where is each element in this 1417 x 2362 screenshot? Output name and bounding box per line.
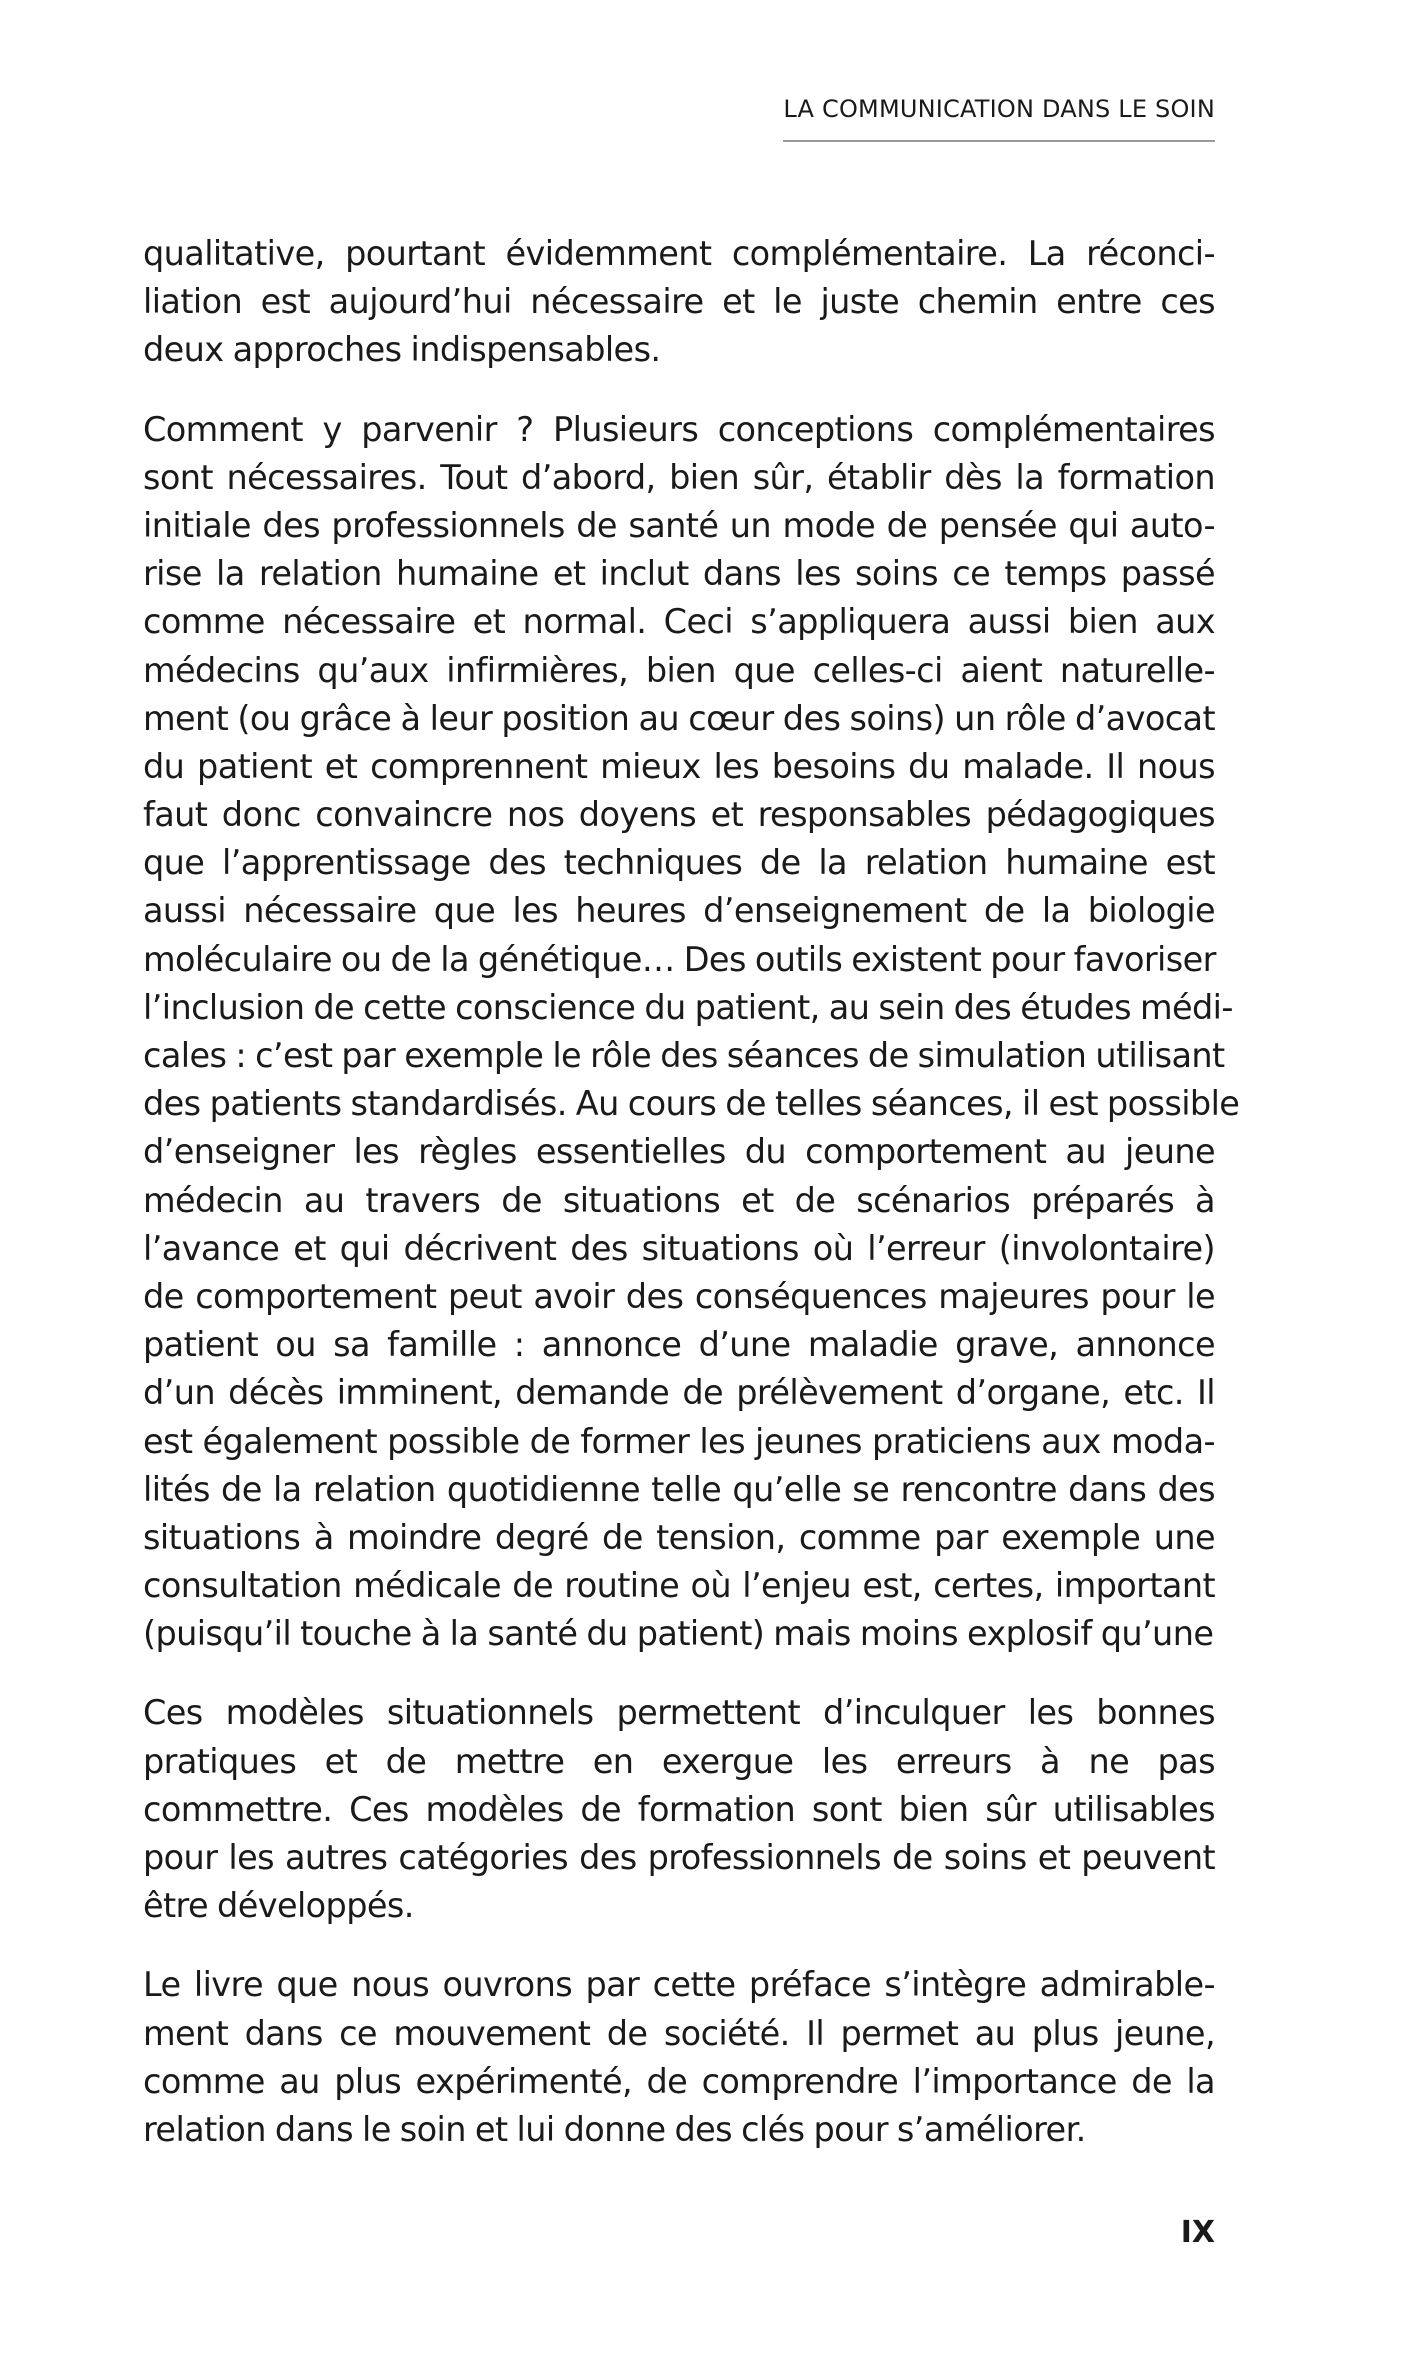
page-number: IX: [1180, 2215, 1215, 2250]
text-line: Ces modèles situationnels permettent d’inculquer les bonnes: [143, 1693, 1215, 1733]
text-line: l’inclusion de cette conscience du patient, au sein des études médi-: [143, 987, 1233, 1027]
text-line: cales : c’est par exemple le rôle des séances de simulation utilisant: [143, 1036, 1225, 1075]
text-line: sont nécessaires. Tout d’abord, bien sûr, établir dès la formation: [143, 457, 1215, 497]
text-line: d’enseigner les règles essentielles du comportement au jeune: [143, 1132, 1215, 1172]
text-line: ment dans ce mouvement de société. Il permet au plus jeune,: [143, 2013, 1215, 2053]
text-line: situations à moindre degré de tension, comme par exemple une: [143, 1517, 1215, 1557]
text-line: des patients standardisés. Au cours de telles séances, il est possible: [143, 1084, 1240, 1124]
text-line: relation dans le soin et lui donne des clés pour s’améliorer.: [143, 2109, 1086, 2149]
text-line: deux approches indispensables.: [143, 330, 661, 370]
paragraph-3: [143, 1689, 1215, 1930]
text-line: liation est aujourd’hui nécessaire et le juste chemin entre ces: [143, 282, 1215, 322]
text-line: comme au plus expérimenté, de comprendre l’importance de la: [143, 2061, 1215, 2101]
text-line: qualitative, pourtant évidemment complémentaire. La réconci-: [143, 234, 1215, 273]
text-line: Le livre que nous ouvrons par cette préface s’intègre admirable-: [143, 1965, 1215, 2005]
text-line: commettre. Ces modèles de formation sont bien sûr utilisables: [143, 1789, 1215, 1829]
paragraph-2: [143, 406, 1240, 1659]
text-line: (puisqu’il touche à la santé du patient) mais moins explosif qu’une: [143, 1614, 1214, 1654]
text-line: moléculaire ou de la génétique… Des outils existent pour favoriser: [143, 939, 1216, 979]
text-line: lités de la relation quotidienne telle qu’elle se rencontre dans des: [143, 1469, 1215, 1509]
text-line: de comportement peut avoir des conséquences majeures pour le: [143, 1276, 1215, 1316]
text-line: être développés.: [143, 1886, 414, 1926]
text-line: médecin au travers de situations et de scénarios préparés à: [143, 1180, 1215, 1220]
text-line: comme nécessaire et normal. Ceci s’appliquera aussi bien aux: [143, 602, 1215, 642]
text-line: Comment y parvenir ? Plusieurs conceptions complémentaires: [143, 409, 1215, 449]
text-line: médecins qu’aux infirmières, bien que celles-ci aient naturelle-: [143, 650, 1215, 690]
text-line: initiale des professionnels de santé un mode de pensée qui auto-: [143, 505, 1215, 545]
text-line: consultation médicale de routine où l’enjeu est, certes, important: [143, 1566, 1215, 1606]
body-text: [143, 230, 1240, 2185]
text-line: pratiques et de mettre en exergue les erreurs à ne pas: [143, 1741, 1215, 1781]
text-line: aussi nécessaire que les heures d’enseignement de la biologie: [143, 891, 1215, 931]
paragraph-1: [143, 230, 1215, 375]
text-line: pour les autres catégories des professionnels de soins et peuvent: [143, 1838, 1215, 1877]
text-line: faut donc convaincre nos doyens et responsables pédagogiques: [143, 795, 1215, 835]
text-line: ment (ou grâce à leur position au cœur des soins) un rôle d’avocat: [143, 698, 1215, 738]
text-line: que l’apprentissage des techniques de la relation humaine est: [143, 843, 1215, 883]
text-line: patient ou sa famille : annonce d’une maladie grave, annonce: [143, 1325, 1215, 1365]
text-line: du patient et comprennent mieux les besoins du malade. Il nous: [143, 746, 1215, 786]
text-line: est également possible de former les jeunes praticiens aux moda-: [143, 1421, 1215, 1461]
running-header-title: LA COMMUNICATION DANS LE SOIN: [783, 95, 1215, 123]
text-line: l’avance et qui décrivent des situations où l’erreur (involontaire): [143, 1228, 1215, 1268]
running-header: [783, 92, 1215, 142]
paragraph-4: [143, 1961, 1215, 2154]
text-line: rise la relation humaine et inclut dans les soins ce temps passé: [143, 554, 1215, 594]
text-line: d’un décès imminent, demande de prélèvement d’organe, etc. Il: [143, 1373, 1215, 1413]
